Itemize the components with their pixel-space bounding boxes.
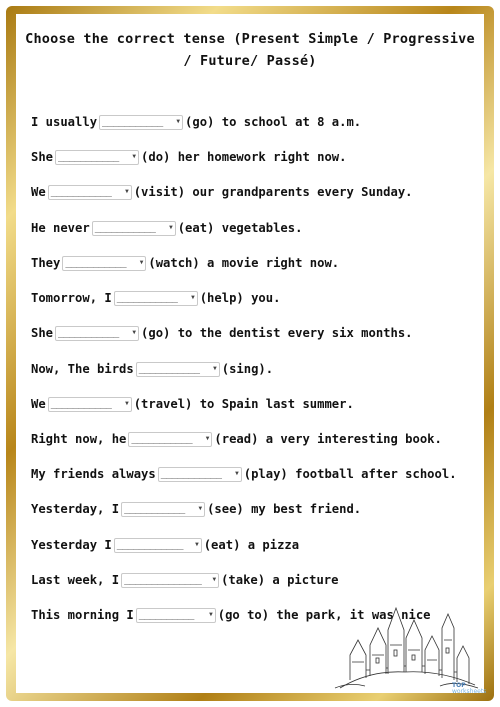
sentence-text-after: (help) you.: [199, 291, 281, 305]
answer-dropdown[interactable]: [128, 432, 212, 447]
answer-dropdown[interactable]: [55, 150, 139, 165]
sentence-text-after: (watch) a movie right now.: [148, 256, 340, 270]
dropdown-arrow-icon: ▼: [125, 400, 129, 407]
answer-dropdown-value: ___________: [50, 186, 112, 197]
sentence-text-before: Last week, I: [31, 573, 120, 587]
sentence-line: [31, 466, 457, 482]
sentence-text-after: (eat) vegetables.: [177, 221, 303, 235]
answer-dropdown-value: ____________: [116, 539, 183, 550]
sentence-line: [31, 149, 346, 165]
dropdown-arrow-icon: ▼: [139, 259, 144, 266]
sentence-line: [31, 361, 273, 377]
answer-dropdown[interactable]: [136, 608, 216, 623]
answer-dropdown[interactable]: [48, 397, 132, 412]
sentence-text-before: She: [31, 150, 54, 164]
answer-dropdown[interactable]: [114, 291, 198, 306]
sentence-text-after: (see) my best friend.: [207, 502, 362, 516]
sentence-text-before: We: [31, 185, 46, 199]
sentence-line: [31, 396, 354, 412]
dropdown-arrow-icon: ▼: [195, 541, 199, 548]
answer-dropdown[interactable]: [114, 538, 202, 553]
sentence-text-after: (eat) a pizza: [203, 538, 300, 552]
answer-dropdown-value: ___________: [116, 292, 178, 303]
dropdown-arrow-icon: ▼: [132, 153, 137, 160]
answer-dropdown[interactable]: [55, 326, 139, 341]
sentence-text-before: I usually: [31, 115, 98, 129]
logo-bottom-text: worksheets: [452, 688, 487, 695]
sentence-text-before: He never: [31, 221, 90, 235]
answer-dropdown[interactable]: [99, 115, 183, 130]
sentence-line: [31, 572, 338, 588]
sentence-text-after: (go) to the dentist every six months.: [141, 326, 413, 340]
sentence-text-before: Right now, he: [31, 432, 127, 446]
sentence-text-after: (read) a very interesting book.: [214, 432, 442, 446]
answer-dropdown[interactable]: [48, 185, 132, 200]
sentence-text-before: She: [31, 326, 54, 340]
answer-dropdown-value: ___________: [131, 433, 193, 444]
dropdown-arrow-icon: ▼: [125, 188, 129, 195]
answer-dropdown-value: ___________: [138, 363, 200, 374]
answer-dropdown[interactable]: [62, 256, 146, 271]
answer-dropdown-value: ___________: [94, 222, 156, 233]
sentence-text-before: Tomorrow, I: [31, 291, 112, 305]
sentence-line: [31, 325, 413, 341]
answer-dropdown-value: ___________: [124, 503, 185, 514]
logo-top-text: TOP: [452, 682, 466, 689]
sentence-text-after: (take) a picture: [221, 573, 339, 587]
answer-dropdown-value: ______________: [124, 574, 202, 585]
dropdown-arrow-icon: ▼: [209, 611, 213, 618]
answer-dropdown-value: ___________: [58, 151, 119, 162]
sentence-text-after: (travel) to Spain last summer.: [133, 397, 354, 411]
sentence-text-after: (play) football after school.: [243, 467, 457, 481]
sentence-text-before: This morning I: [31, 608, 134, 622]
answer-dropdown[interactable]: [121, 502, 205, 517]
sentence-text-after: (do) her homework right now.: [141, 150, 347, 164]
sentence-text-before: Now, The birds: [31, 362, 134, 376]
dropdown-arrow-icon: ▼: [191, 294, 195, 301]
answer-dropdown-value: ___________: [58, 327, 119, 338]
sentence-line: [31, 290, 280, 306]
answer-dropdown[interactable]: [92, 221, 176, 236]
sentence-text-after: (visit) our grandparents every Sunday.: [133, 185, 413, 199]
dropdown-arrow-icon: ▼: [132, 329, 137, 336]
sentence-text-before: My friends always: [31, 467, 156, 481]
dropdown-arrow-icon: ▼: [169, 224, 173, 231]
sentence-text-before: Yesterday, I: [31, 502, 120, 516]
worksheet-title: Choose the correct tense (Present Simple / Progressive / Future/ Passé): [25, 31, 475, 69]
sentence-line: [31, 255, 339, 271]
sentence-line: [31, 501, 361, 517]
sentence-text-before: Yesterday I: [31, 538, 112, 552]
top-worksheets-logo: [452, 683, 486, 695]
answer-dropdown[interactable]: [121, 573, 219, 588]
dropdown-arrow-icon: ▼: [198, 505, 203, 512]
sentence-line: [31, 537, 299, 553]
sentence-text-after: (go) to school at 8 a.m.: [185, 115, 362, 129]
sentence-line: [31, 220, 302, 236]
answer-dropdown-value: ___________: [50, 398, 112, 409]
answer-dropdown-value: ___________: [102, 116, 163, 127]
sentence-text-after: (sing).: [221, 362, 274, 376]
answer-dropdown[interactable]: [136, 362, 220, 377]
sentence-text-after: (go to) the park, it was nice: [217, 608, 431, 622]
sentence-text-before: They: [31, 256, 61, 270]
sentence-line: [31, 431, 442, 447]
dropdown-arrow-icon: ▼: [205, 435, 210, 442]
dropdown-arrow-icon: ▼: [212, 576, 217, 583]
dropdown-arrow-icon: ▼: [235, 470, 239, 477]
dropdown-arrow-icon: ▼: [213, 365, 217, 372]
castle-illustration: [330, 600, 480, 690]
sentence-line: [31, 184, 413, 200]
sentence-line: [31, 114, 361, 130]
answer-dropdown-value: ___________: [65, 257, 127, 268]
answer-dropdown-value: __________: [138, 609, 194, 620]
answer-dropdown-value: ___________: [160, 468, 222, 479]
answer-dropdown[interactable]: [158, 467, 242, 482]
sentence-text-before: We: [31, 397, 46, 411]
dropdown-arrow-icon: ▼: [176, 118, 181, 125]
